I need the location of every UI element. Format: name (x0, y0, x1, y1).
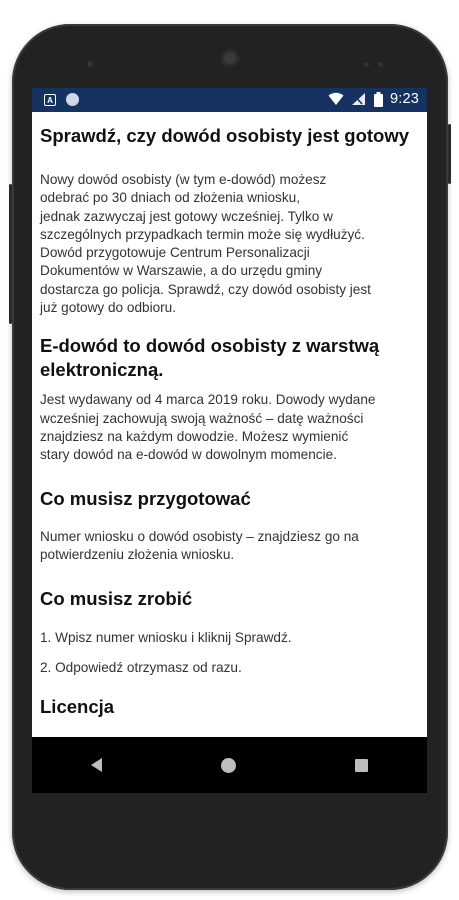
edowod-paragraph (40, 391, 419, 464)
navigation-bar (32, 737, 427, 793)
signal-icon (351, 92, 367, 106)
phone-side-button-right (448, 124, 451, 184)
todo-heading: Co musisz zrobić (40, 588, 193, 610)
recents-button[interactable] (347, 751, 376, 780)
content-area[interactable] (32, 112, 427, 737)
circle-notification-icon (66, 93, 79, 106)
prepare-heading: Co musisz przygotować (40, 487, 251, 509)
back-button[interactable] (83, 750, 110, 780)
edowod-heading (40, 334, 419, 382)
recents-icon (355, 759, 368, 772)
prepare-line: potwierdzeniu złożenia wniosku. (40, 546, 235, 562)
prepare-line: Numer wniosku o dowód osobisty – znajdziesz go na (40, 528, 359, 544)
front-sensor-right-2 (378, 62, 383, 67)
intro-paragraph (40, 171, 419, 317)
intro-line: odebrać po 30 dniach od złożenia wniosku, (40, 190, 300, 206)
step-item: 2. Odpowiedź otrzymasz od razu. (40, 660, 242, 676)
battery-icon (374, 92, 383, 107)
home-icon (221, 758, 236, 773)
intro-line: Nowy dowód osobisty (w tym e-dowód) możesz (40, 172, 327, 187)
intro-line: Dowód przygotowuje Centrum Personalizacji (40, 245, 310, 261)
phone-side-button (9, 184, 12, 324)
a-notification-icon: A (44, 94, 56, 106)
wifi-icon (328, 92, 344, 106)
front-sensor-right (364, 62, 369, 67)
intro-line: szczególnych przypadkach termin może się wydłużyć. (40, 226, 365, 242)
edowod-line: stary dowód na e-dowód w dowolnym momencie. (40, 447, 337, 463)
page-title: Sprawdź, czy dowód osobisty jest gotowy (40, 125, 410, 146)
prepare-paragraph (40, 528, 419, 565)
edowod-line: znajdziesz na każdym dowodzie. Możesz wymienić (40, 428, 349, 444)
status-time: 9:23 (389, 91, 419, 107)
edowod-line: Jest wydawany od 4 marca 2019 roku. Dowody wydane (40, 392, 376, 408)
edowod-heading-line: E-dowód to dowód osobisty z warstwą (40, 335, 380, 357)
home-button[interactable] (213, 750, 244, 781)
front-camera (221, 49, 239, 67)
intro-line: już gotowy do odbioru. (40, 300, 177, 316)
step-item: 1. Wpisz numer wniosku i kliknij Sprawdź. (40, 630, 292, 646)
phone-screen (32, 88, 427, 793)
edowod-heading-line: elektroniczną. (40, 359, 164, 381)
license-heading: Licencja (40, 695, 115, 717)
intro-line: jednak zazwyczaj jest gotowy wcześniej. Tylko w (40, 208, 333, 224)
back-icon (91, 758, 102, 772)
front-sensor (87, 61, 93, 67)
intro-line: Dokumentów w Warszawie, a do urzędu gminy (40, 263, 323, 279)
intro-line: dostarcza go policja. Sprawdź, czy dowód osobisty jest (40, 281, 371, 297)
status-bar (32, 88, 427, 112)
edowod-line: wcześniej zachowują swoją ważność – datę ważności (40, 410, 364, 426)
